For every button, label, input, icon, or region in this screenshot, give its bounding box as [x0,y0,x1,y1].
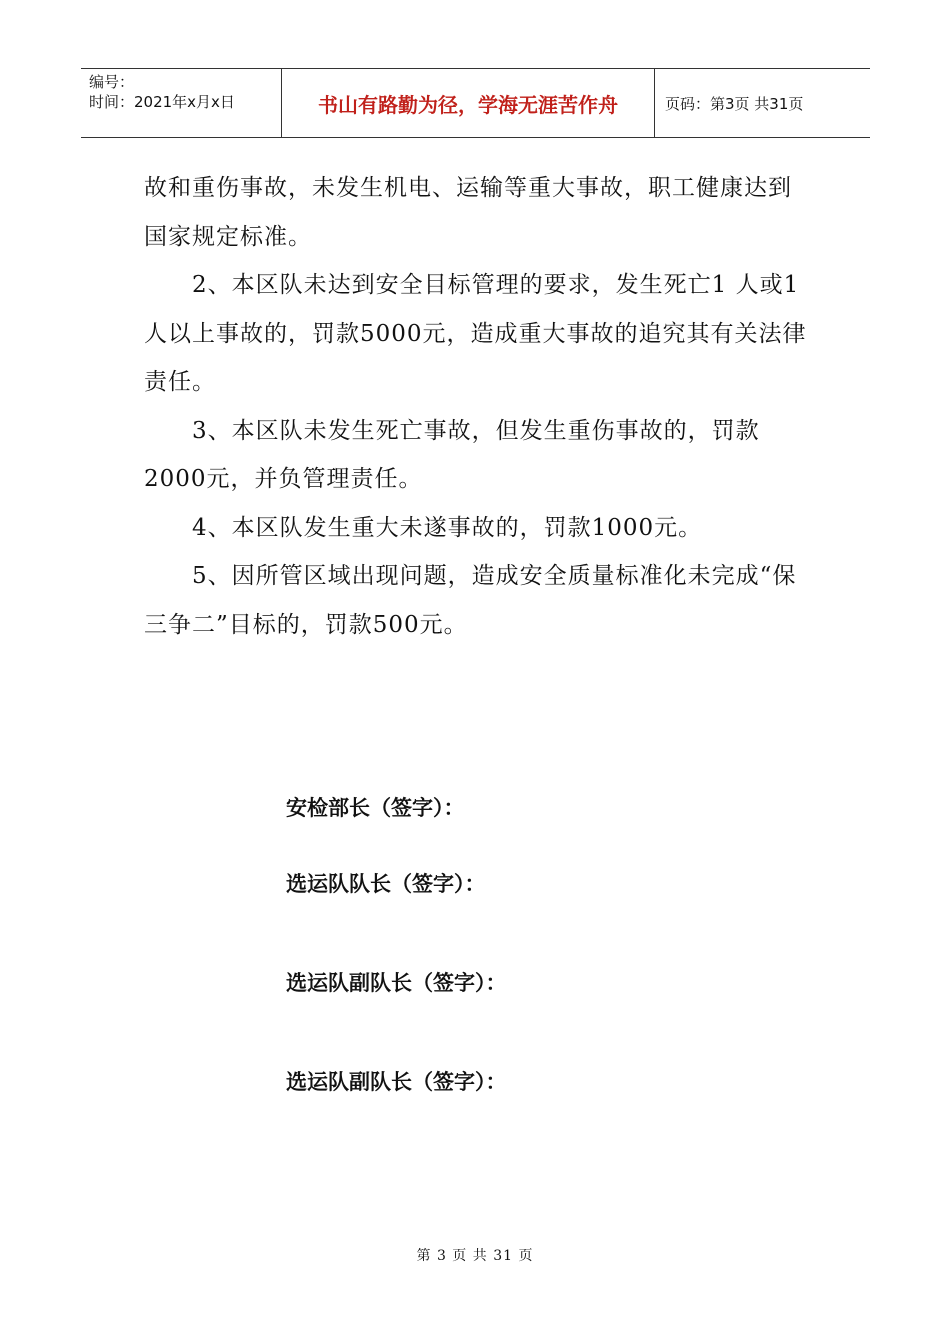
document-header [81,68,870,138]
document-number-label: 编号： [89,73,135,91]
signature-deputy-leader-2: 选运队副队长（签字）： [286,1070,507,1094]
header-meta-cell [81,69,282,137]
signature-safety-director: 安检部长（签字）： [286,796,465,820]
paragraph-item-5: 5、因所管区域出现问题，造成安全质量标准化未完成“保三争二”目标的，罚款500元。 [144,563,797,638]
paragraph-item-3: 3、本区队未发生死亡事故，但发生重伤事故的，罚款2000元，并负管理责任。 [144,417,760,492]
document-body [144,164,810,649]
header-motto-cell [282,69,655,137]
paragraph-item-2: 2、本区队未达到安全目标管理的要求，发生死亡1 人或1人以上事故的，罚款5000元，造成重大事故的追究其有关法律责任。 [144,272,807,395]
header-page-cell [655,69,870,137]
signature-deputy-leader-1: 选运队副队长（签字）： [286,971,507,995]
document-date: 时间：2021年x月x日 [89,93,235,111]
page-footer: 第 3 页 共 31 页 [416,1248,534,1264]
signature-team-leader: 选运队队长（签字）： [286,872,486,896]
header-motto: 书山有路勤为径，学海无涯苦作舟 [318,92,618,117]
header-page-info: 页码：第3页 共31页 [665,94,804,113]
paragraph-item-4: 4、本区队发生重大未遂事故的，罚款1000元。 [192,514,703,541]
paragraph-continued: 故和重伤事故，未发生机电、运输等重大事故，职工健康达到国家规定标准。 [144,175,792,250]
